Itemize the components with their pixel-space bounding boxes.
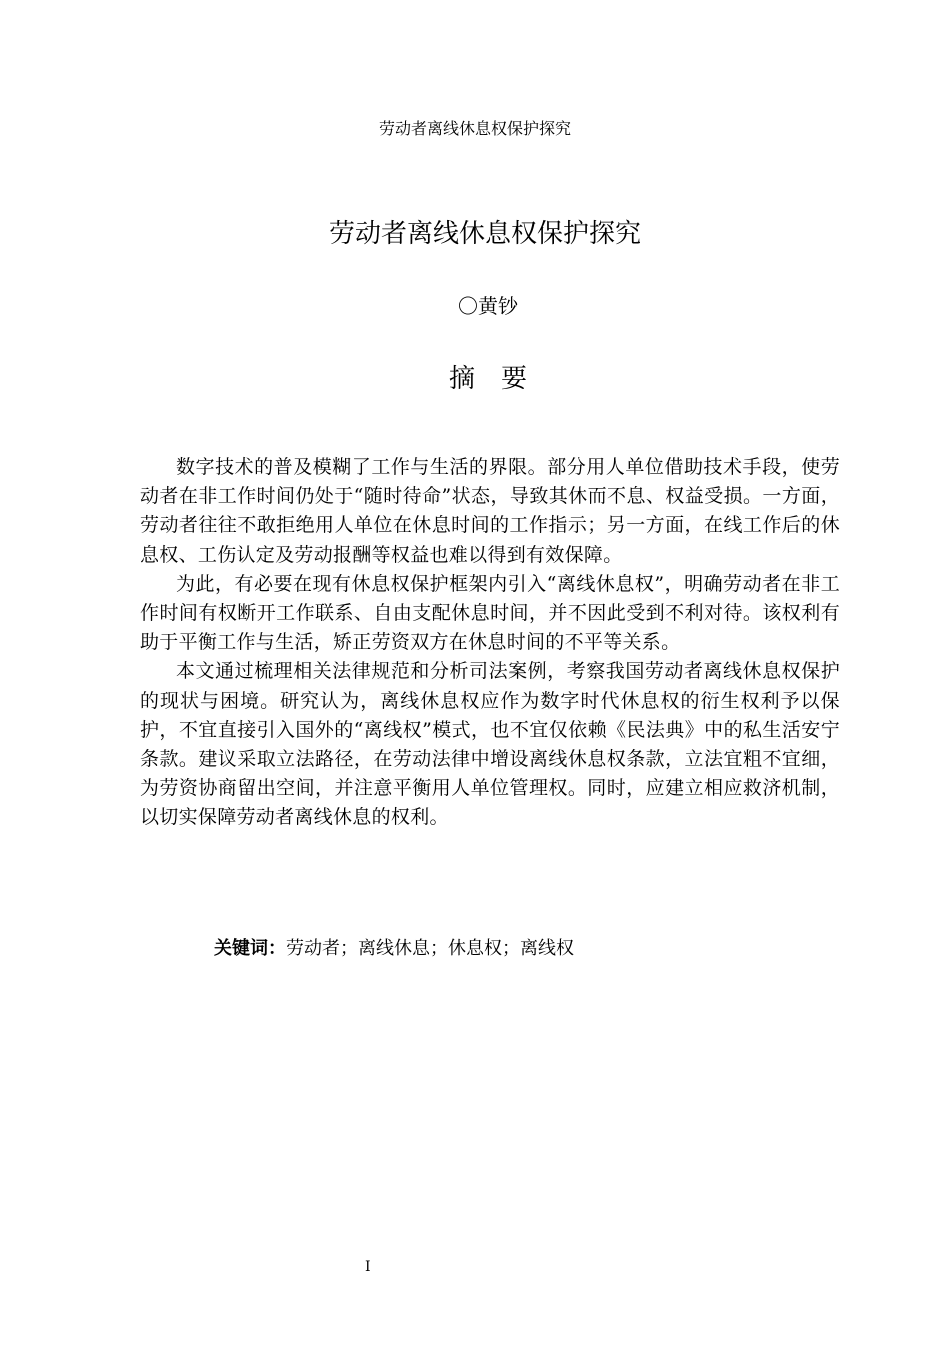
abstract-paragraph-3: 本文通过梳理相关法律规范和分析司法案例，考察我国劳动者离线休息权保护的现状与困境。研究认为，离线休息权应作为数字时代休息权的衍生权利予以保护，不宜直接引入国外的“离线权”模式，也不宜仅依赖《民法典》中的私生活安宁条款。建议采取立法路径，在劳动法律中增设离线休息权条款，立法宜粗不宜细，为劳资协商留出空间，并注意平衡用人单位管理权。同时，应建立相应救济机制，以切实保障劳动者离线休息的权利。 [140,660,840,829]
abstract-paragraph-2: 为此，有必要在现有休息权保护框架内引入“离线休息权”，明确劳动者在非工作时间有权断开工作联系、自由支配休息时间，并不因此受到不利对待。该权利有助于平衡工作与生活，矫正劳资双方在休息时间的不平等关系。 [140,572,840,654]
running-header: 劳动者离线休息权保护探究 [378,119,571,138]
article-title: 劳动者离线休息权保护探究 [328,219,641,249]
page-number: I [365,1259,371,1275]
keywords-line [214,935,574,963]
keywords-list: 劳动者；离线休息；休息权；离线权 [286,938,574,959]
keywords-label: 关键词： [214,938,286,959]
abstract-body [140,453,840,833]
abstract-paragraph-1: 数字技术的普及模糊了工作与生活的界限。部分用人单位借助技术手段，使劳动者在非工作时间仍处于“随时待命”状态，导致其休而不息、权益受损。一方面，劳动者往往不敢拒绝用人单位在休息时间的工作指示；另一方面，在线工作后的休息权、工伤认定及劳动报酬等权益也难以得到有效保障。 [140,456,840,566]
abstract-heading: 摘 要 [448,364,527,394]
author-name: 〇黄钞 [458,294,518,318]
